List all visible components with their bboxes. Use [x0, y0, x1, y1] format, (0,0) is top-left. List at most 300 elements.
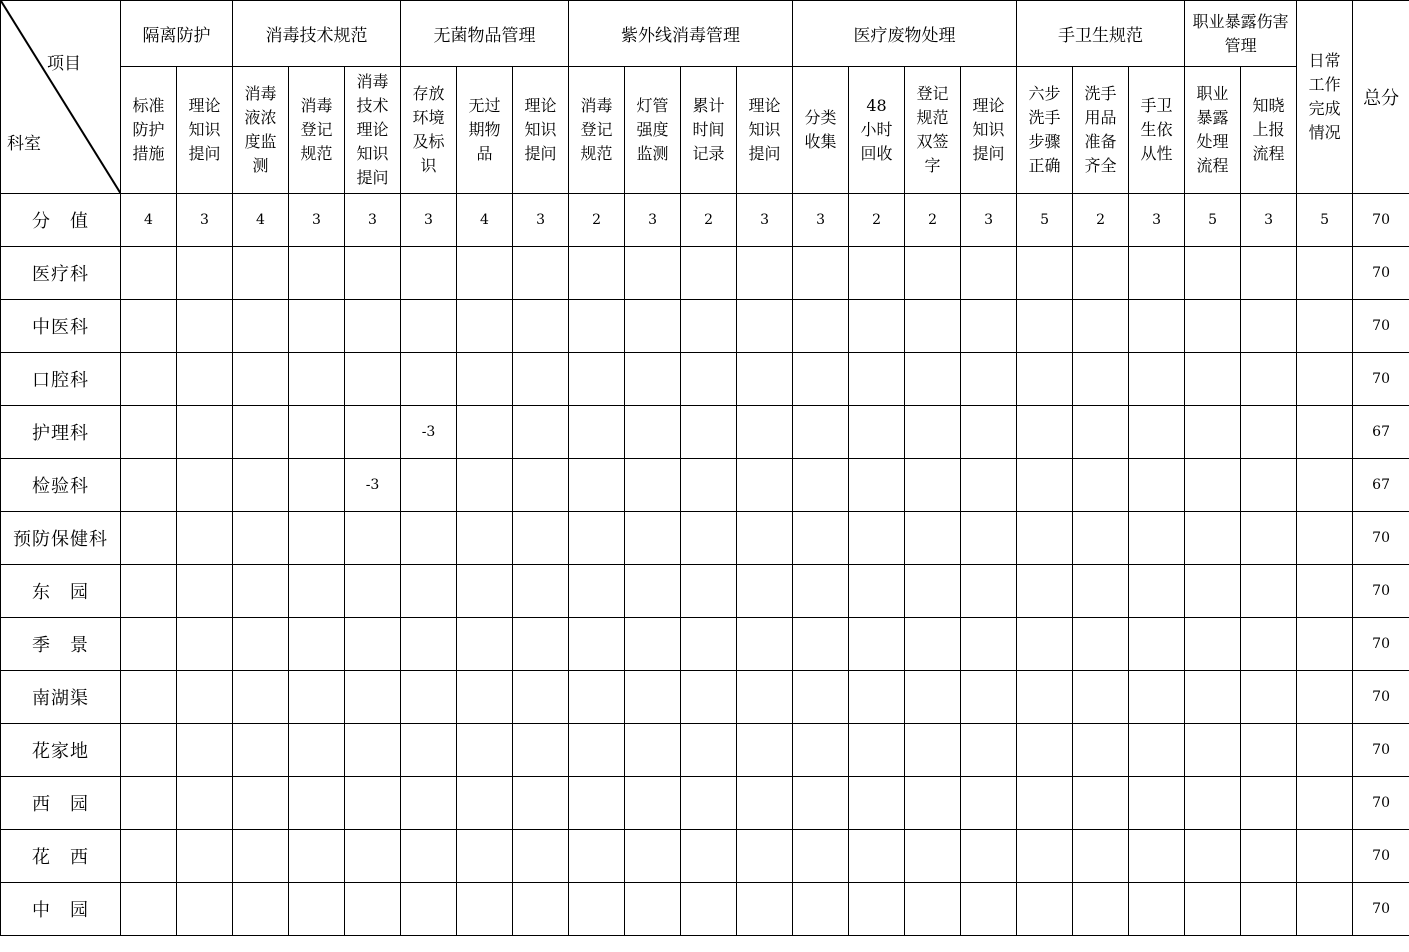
- score-cell: [625, 830, 681, 883]
- score-cell: [457, 671, 513, 724]
- score-cell: [345, 883, 401, 936]
- score-cell: [681, 618, 737, 671]
- group-header: 紫外线消毒管理: [569, 1, 793, 67]
- score-cell: [849, 724, 905, 777]
- score-cell: [233, 618, 289, 671]
- score-cell: [1129, 459, 1185, 512]
- score-cell: [681, 353, 737, 406]
- score-cell: 2: [681, 194, 737, 247]
- score-cell: [1073, 406, 1129, 459]
- score-cell: [121, 777, 177, 830]
- item-header-label: 手卫生依从性: [1140, 96, 1173, 163]
- score-cell: [1297, 565, 1353, 618]
- score-cell: [1017, 565, 1073, 618]
- score-cell: [1297, 671, 1353, 724]
- score-cell: [121, 459, 177, 512]
- score-cell: 70: [1353, 777, 1409, 830]
- score-cell: [905, 618, 961, 671]
- score-cell: [1073, 618, 1129, 671]
- score-cell: [905, 883, 961, 936]
- score-cell: [345, 300, 401, 353]
- score-cell: [1241, 830, 1297, 883]
- score-cell: [1185, 724, 1241, 777]
- score-cell: 3: [1129, 194, 1185, 247]
- score-cell: [1185, 618, 1241, 671]
- score-cell: [849, 300, 905, 353]
- score-cell: 5: [1297, 194, 1353, 247]
- score-cell: [121, 724, 177, 777]
- score-cell: 3: [625, 194, 681, 247]
- score-cell: [345, 724, 401, 777]
- score-cell: [1073, 883, 1129, 936]
- score-cell: [457, 512, 513, 565]
- score-cell: [625, 300, 681, 353]
- score-cell: [849, 830, 905, 883]
- score-cell: [737, 353, 793, 406]
- score-cell: [737, 406, 793, 459]
- score-cell: 70: [1353, 194, 1409, 247]
- score-cell: [289, 618, 345, 671]
- score-cell: [1129, 247, 1185, 300]
- item-header: [289, 67, 345, 194]
- score-cell: 70: [1353, 353, 1409, 406]
- item-header: [793, 67, 849, 194]
- score-cell: [401, 883, 457, 936]
- score-cell: [121, 300, 177, 353]
- score-cell: [905, 459, 961, 512]
- score-cell: [625, 459, 681, 512]
- score-cell: [961, 565, 1017, 618]
- score-cell: [625, 565, 681, 618]
- score-cell: [793, 883, 849, 936]
- score-cell: [961, 883, 1017, 936]
- score-cell: [1129, 300, 1185, 353]
- item-header-label: 消毒技术理论知识提问: [356, 72, 389, 187]
- score-cell: [625, 353, 681, 406]
- score-cell: [233, 247, 289, 300]
- score-row: [1, 194, 1409, 247]
- score-cell: [401, 512, 457, 565]
- score-cell: 67: [1353, 459, 1409, 512]
- score-cell: [737, 300, 793, 353]
- score-cell: [121, 406, 177, 459]
- score-cell: [905, 724, 961, 777]
- score-cell: [569, 247, 625, 300]
- score-cell: [177, 618, 233, 671]
- score-cell: [1185, 353, 1241, 406]
- score-cell: 5: [1185, 194, 1241, 247]
- score-cell: 70: [1353, 830, 1409, 883]
- score-cell: [401, 247, 457, 300]
- item-header-label: 分类收集: [804, 108, 837, 151]
- score-cell: [121, 247, 177, 300]
- score-cell: [1073, 724, 1129, 777]
- item-header-label: 理论知识提问: [972, 96, 1005, 163]
- score-cell: [1241, 459, 1297, 512]
- item-header: [1241, 67, 1297, 194]
- score-cell: [961, 671, 1017, 724]
- score-cell: [289, 512, 345, 565]
- score-cell: [569, 724, 625, 777]
- score-cell: 70: [1353, 300, 1409, 353]
- score-cell: [513, 883, 569, 936]
- item-header: [457, 67, 513, 194]
- score-cell: [289, 353, 345, 406]
- score-cell: [1297, 247, 1353, 300]
- score-cell: 2: [905, 194, 961, 247]
- score-cell: 70: [1353, 512, 1409, 565]
- score-cell: [457, 406, 513, 459]
- score-cell: [793, 565, 849, 618]
- score-cell: [513, 247, 569, 300]
- score-cell: [513, 724, 569, 777]
- score-cell: [681, 777, 737, 830]
- score-cell: [569, 459, 625, 512]
- department-row: [1, 565, 1409, 618]
- group-header: 职业暴露伤害管理: [1185, 1, 1297, 67]
- score-cell: [289, 565, 345, 618]
- score-cell: [1017, 512, 1073, 565]
- score-cell: [233, 300, 289, 353]
- item-header: [905, 67, 961, 194]
- score-cell: [737, 671, 793, 724]
- score-cell: [121, 565, 177, 618]
- score-cell: [401, 353, 457, 406]
- score-cell: [737, 247, 793, 300]
- score-cell: [569, 512, 625, 565]
- item-header: [681, 67, 737, 194]
- score-cell: [1073, 777, 1129, 830]
- score-cell: [737, 512, 793, 565]
- score-cell: [905, 247, 961, 300]
- score-cell: [1185, 565, 1241, 618]
- department-name: 南湖渠: [1, 671, 121, 724]
- department-row: [1, 406, 1409, 459]
- score-cell: [569, 830, 625, 883]
- score-cell: [345, 618, 401, 671]
- score-cell: [345, 247, 401, 300]
- department-row: [1, 247, 1409, 300]
- score-cell: [345, 406, 401, 459]
- item-header: [401, 67, 457, 194]
- score-cell: [289, 724, 345, 777]
- department-name: 中医科: [1, 300, 121, 353]
- department-row: [1, 300, 1409, 353]
- score-cell: 70: [1353, 565, 1409, 618]
- score-cell: [1185, 459, 1241, 512]
- score-cell: [681, 406, 737, 459]
- score-cell: 3: [513, 194, 569, 247]
- score-cell: [1241, 883, 1297, 936]
- score-cell: [1185, 512, 1241, 565]
- score-cell: [737, 459, 793, 512]
- score-cell: [1017, 724, 1073, 777]
- score-cell: [569, 353, 625, 406]
- group-header: 无菌物品管理: [401, 1, 569, 67]
- department-name: 医疗科: [1, 247, 121, 300]
- score-cell: [233, 353, 289, 406]
- score-row-label: 分 值: [1, 194, 121, 247]
- score-cell: [401, 830, 457, 883]
- item-header: [513, 67, 569, 194]
- score-cell: [401, 565, 457, 618]
- score-cell: [961, 247, 1017, 300]
- score-cell: [1185, 671, 1241, 724]
- score-cell: [345, 565, 401, 618]
- score-cell: [233, 512, 289, 565]
- department-row: [1, 671, 1409, 724]
- score-cell: [681, 512, 737, 565]
- department-name: 口腔科: [1, 353, 121, 406]
- department-row: [1, 512, 1409, 565]
- score-cell: [793, 830, 849, 883]
- score-cell: [177, 565, 233, 618]
- score-cell: [793, 777, 849, 830]
- item-header: [1129, 67, 1185, 194]
- score-cell: [513, 565, 569, 618]
- score-cell: [849, 618, 905, 671]
- score-cell: [905, 300, 961, 353]
- score-cell: [625, 724, 681, 777]
- score-cell: 2: [849, 194, 905, 247]
- score-cell: [961, 459, 1017, 512]
- item-header-label: 存放环境及标识: [412, 84, 445, 175]
- score-cell: [457, 459, 513, 512]
- score-cell: [905, 406, 961, 459]
- score-cell: 2: [569, 194, 625, 247]
- department-name: 东 园: [1, 565, 121, 618]
- score-cell: [905, 353, 961, 406]
- score-cell: [1185, 830, 1241, 883]
- score-cell: [569, 618, 625, 671]
- score-cell: [961, 777, 1017, 830]
- score-cell: 3: [177, 194, 233, 247]
- score-cell: [793, 671, 849, 724]
- item-header-label: 消毒登记规范: [300, 96, 333, 163]
- score-cell: 67: [1353, 406, 1409, 459]
- score-cell: [625, 777, 681, 830]
- score-cell: [905, 565, 961, 618]
- corner-item-label: 项目: [47, 54, 81, 74]
- score-cell: [1241, 777, 1297, 830]
- score-cell: [401, 671, 457, 724]
- score-cell: [1241, 247, 1297, 300]
- score-cell: [345, 671, 401, 724]
- score-cell: [793, 724, 849, 777]
- corner-dept-label: 科室: [7, 134, 41, 154]
- department-name: 西 园: [1, 777, 121, 830]
- score-cell: [961, 353, 1017, 406]
- score-cell: [1129, 512, 1185, 565]
- score-cell: [513, 353, 569, 406]
- score-cell: [905, 830, 961, 883]
- score-cell: [1241, 618, 1297, 671]
- score-cell: [177, 512, 233, 565]
- score-cell: [233, 777, 289, 830]
- item-header-label: 六步洗手步骤正确: [1028, 84, 1061, 175]
- score-cell: [849, 777, 905, 830]
- score-cell: [177, 406, 233, 459]
- score-cell: [625, 247, 681, 300]
- score-cell: [345, 512, 401, 565]
- score-cell: [1129, 406, 1185, 459]
- score-cell: [177, 883, 233, 936]
- department-name: 检验科: [1, 459, 121, 512]
- score-cell: [233, 671, 289, 724]
- score-cell: [681, 671, 737, 724]
- score-cell: [625, 512, 681, 565]
- score-cell: [905, 512, 961, 565]
- score-cell: [625, 406, 681, 459]
- item-header-label: 职业暴露处理流程: [1196, 84, 1229, 175]
- item-header-label: 理论知识提问: [188, 96, 221, 163]
- score-cell: -3: [345, 459, 401, 512]
- score-cell: [1017, 618, 1073, 671]
- score-cell: [569, 406, 625, 459]
- score-cell: [737, 883, 793, 936]
- department-name: 预防保健科: [1, 512, 121, 565]
- item-header: [569, 67, 625, 194]
- score-cell: [1297, 459, 1353, 512]
- score-cell: [289, 777, 345, 830]
- score-cell: [1017, 830, 1073, 883]
- score-cell: [513, 512, 569, 565]
- department-name: 花 西: [1, 830, 121, 883]
- score-cell: [513, 777, 569, 830]
- score-cell: [345, 830, 401, 883]
- item-header-label: 洗手用品准备齐全: [1084, 84, 1117, 175]
- score-cell: [569, 883, 625, 936]
- score-cell: [681, 883, 737, 936]
- score-cell: [961, 830, 1017, 883]
- score-cell: [849, 406, 905, 459]
- item-header-label: 登记规范双签字: [916, 84, 949, 175]
- score-cell: [737, 830, 793, 883]
- score-cell: -3: [401, 406, 457, 459]
- item-header: [1017, 67, 1073, 194]
- item-header: [345, 67, 401, 194]
- score-cell: [289, 247, 345, 300]
- score-cell: [1073, 459, 1129, 512]
- item-header-label: 理论知识提问: [748, 96, 781, 163]
- diagonal-line: [1, 1, 121, 194]
- item-header: [1073, 67, 1129, 194]
- score-cell: [457, 777, 513, 830]
- score-cell: [1241, 300, 1297, 353]
- score-cell: [849, 247, 905, 300]
- department-name: 中 园: [1, 883, 121, 936]
- score-cell: [1129, 830, 1185, 883]
- score-cell: [793, 512, 849, 565]
- score-cell: [961, 300, 1017, 353]
- score-cell: [1017, 353, 1073, 406]
- score-cell: [121, 353, 177, 406]
- item-header-label: 消毒登记规范: [580, 96, 613, 163]
- score-cell: [177, 830, 233, 883]
- department-row: [1, 883, 1409, 936]
- score-cell: [681, 724, 737, 777]
- item-header: [177, 67, 233, 194]
- score-cell: [1297, 777, 1353, 830]
- score-cell: [1129, 671, 1185, 724]
- score-cell: 70: [1353, 671, 1409, 724]
- header-row-groups: [1, 1, 1409, 67]
- score-cell: [401, 300, 457, 353]
- score-cell: [1241, 512, 1297, 565]
- daily-work-header: [1297, 1, 1353, 194]
- score-cell: [1297, 512, 1353, 565]
- score-cell: [1297, 883, 1353, 936]
- item-header: [1185, 67, 1241, 194]
- score-cell: [1017, 459, 1073, 512]
- score-cell: [177, 671, 233, 724]
- group-header: 医疗废物处理: [793, 1, 1017, 67]
- item-header-label: 灯管强度监测: [636, 96, 669, 163]
- score-cell: 3: [289, 194, 345, 247]
- score-cell: [793, 300, 849, 353]
- score-cell: [1241, 406, 1297, 459]
- score-cell: [401, 459, 457, 512]
- score-cell: [1017, 883, 1073, 936]
- score-cell: [177, 300, 233, 353]
- score-cell: [1185, 300, 1241, 353]
- score-cell: [849, 459, 905, 512]
- score-cell: [457, 247, 513, 300]
- score-cell: [905, 777, 961, 830]
- score-cell: 4: [233, 194, 289, 247]
- item-header-label: 消毒液浓度监测: [244, 84, 277, 175]
- score-cell: [513, 618, 569, 671]
- item-header-label: 标准防护措施: [132, 96, 165, 163]
- item-header: [233, 67, 289, 194]
- score-cell: [289, 406, 345, 459]
- item-header-label: 无过期物品: [468, 96, 501, 163]
- score-cell: [793, 406, 849, 459]
- score-cell: [513, 300, 569, 353]
- score-cell: 70: [1353, 724, 1409, 777]
- score-cell: 3: [961, 194, 1017, 247]
- score-cell: [1297, 300, 1353, 353]
- score-cell: [625, 671, 681, 724]
- score-cell: [1297, 724, 1353, 777]
- score-cell: [1017, 300, 1073, 353]
- score-cell: [1185, 247, 1241, 300]
- score-cell: [1185, 883, 1241, 936]
- score-cell: [289, 830, 345, 883]
- score-cell: [177, 724, 233, 777]
- score-cell: [233, 883, 289, 936]
- score-cell: [289, 300, 345, 353]
- score-cell: 3: [737, 194, 793, 247]
- score-cell: [121, 671, 177, 724]
- score-cell: [401, 724, 457, 777]
- score-cell: [569, 777, 625, 830]
- group-header: 隔离防护: [121, 1, 233, 67]
- item-header: [961, 67, 1017, 194]
- item-header: [849, 67, 905, 194]
- score-cell: 70: [1353, 247, 1409, 300]
- item-header-label: 48小时回收: [860, 96, 893, 163]
- score-cell: [681, 830, 737, 883]
- score-cell: [1129, 618, 1185, 671]
- group-header: 手卫生规范: [1017, 1, 1185, 67]
- score-cell: [625, 883, 681, 936]
- score-cell: 3: [345, 194, 401, 247]
- score-cell: [961, 724, 1017, 777]
- score-cell: [1297, 353, 1353, 406]
- score-cell: [1073, 353, 1129, 406]
- score-cell: [457, 300, 513, 353]
